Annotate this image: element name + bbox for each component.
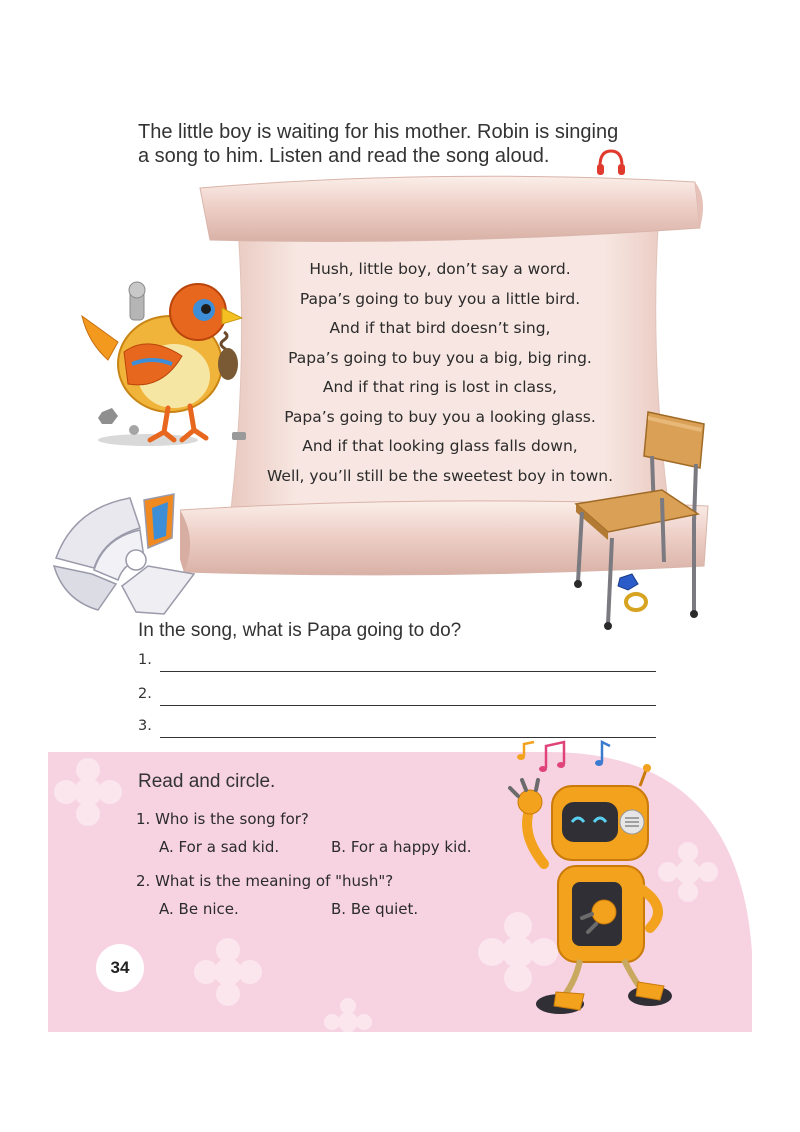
question-heading: In the song, what is Papa going to do? — [138, 620, 462, 641]
answer-line-3[interactable] — [138, 718, 658, 740]
robot-illustration — [500, 738, 700, 1038]
question-1-option-b[interactable]: B. For a happy kid. — [331, 838, 472, 856]
chair-illustration — [568, 402, 718, 632]
robin-bird-illustration — [78, 272, 258, 452]
song-line: And if that looking glass falls down, — [302, 437, 578, 455]
song-line: And if that ring is lost in class, — [322, 378, 558, 396]
question-1: 1. Who is the song for? — [136, 810, 309, 828]
intro-line-2: a song to him. Listen and read the song aloud. — [138, 145, 550, 167]
answer-line-1[interactable] — [138, 652, 658, 674]
song-line: Papa’s going to buy you a little bird. — [299, 289, 581, 308]
song-line: Papa’s going to buy you a big, big ring. — [288, 348, 592, 367]
page-number: 34 — [96, 944, 144, 992]
song-line: Well, you’ll still be the sweetest boy in town. — [266, 466, 614, 485]
song-line: And if that bird doesn’t sing, — [329, 319, 551, 337]
answer-number: 3. — [138, 718, 152, 734]
answer-number: 2. — [138, 686, 152, 702]
answer-line-2[interactable] — [138, 686, 658, 708]
read-circle-heading: Read and circle. — [138, 771, 276, 792]
question-2: 2. What is the meaning of "hush"? — [136, 872, 394, 890]
song-line: Papa’s going to buy you a looking glass. — [284, 407, 596, 426]
answer-rule — [160, 671, 656, 672]
intro-line-1: The little boy is waiting for his mother. Robin is singing — [138, 121, 619, 143]
question-1-option-a[interactable]: A. For a sad kid. — [159, 838, 280, 856]
song-line: Hush, little boy, don’t say a word. — [309, 260, 571, 278]
question-2-option-b[interactable]: B. Be quiet. — [331, 900, 419, 918]
question-2-option-a[interactable]: A. Be nice. — [159, 900, 239, 918]
broken-cd-illustration — [44, 488, 224, 618]
music-notes-icon — [517, 742, 610, 772]
answer-number: 1. — [138, 652, 152, 668]
answer-rule — [160, 705, 656, 706]
